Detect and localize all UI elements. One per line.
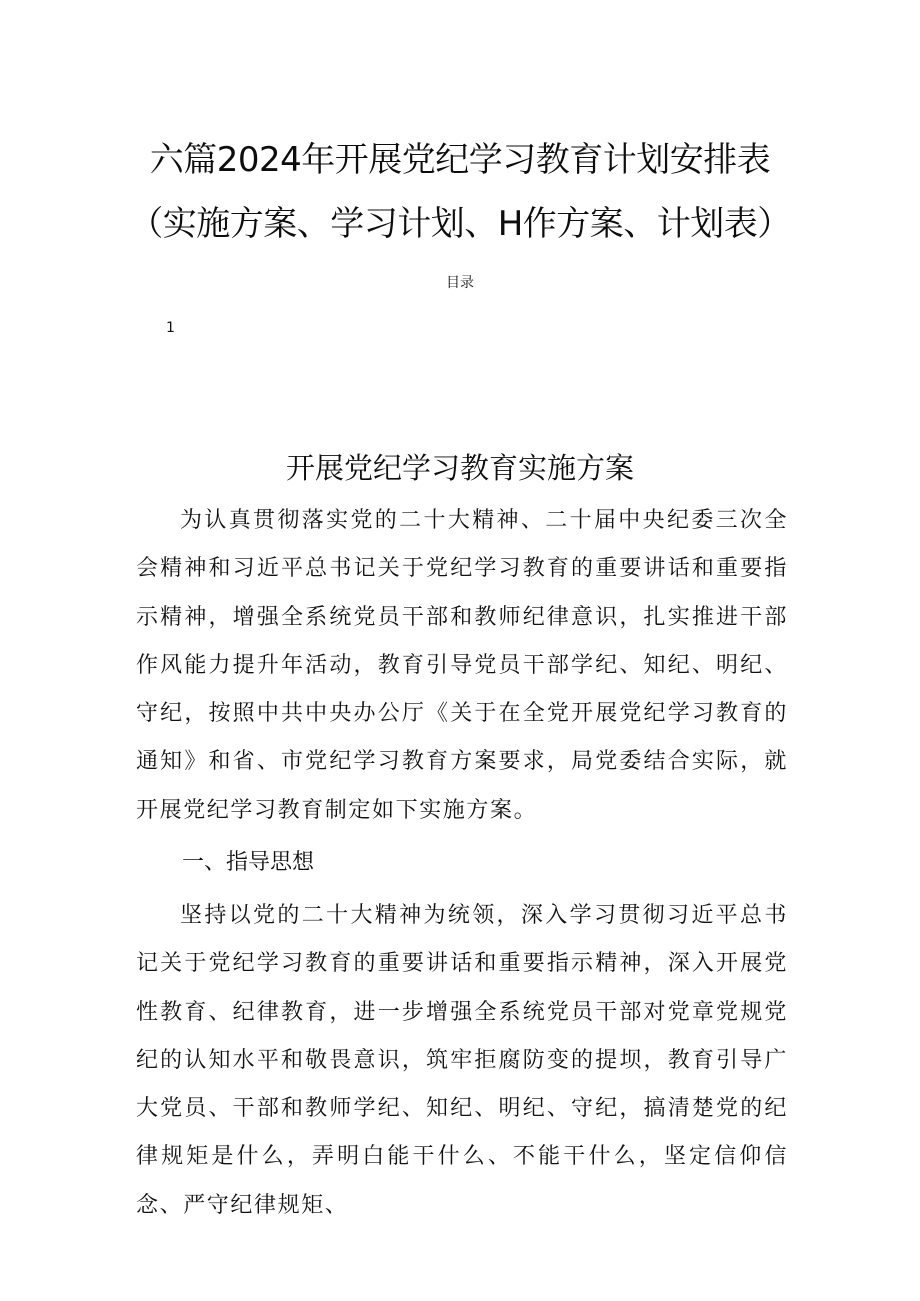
toc-entry-number: 1	[166, 320, 175, 336]
table-of-contents-label: 目录	[446, 275, 474, 291]
heading-guiding-ideology: 一、指导思想	[182, 850, 315, 875]
body-paragraph-guiding-ideology: 坚持以党的二十大精神为统领，深入学习贯彻习近平总书记关于党纪学习教育的重要讲话和重要指示精神，深入开展党性教育、纪律教育，进一步增强全系统党员干部对党章党规党纪的认知水平和敬畏意识，筑牢拒腐防变的提坝，教育引导广大党员、干部和教师学纪、知纪、明纪、守纪，搞清楚党的纪律规矩是什么，弄明白能干什么、不能干什么，坚定信仰信念、严守纪律规矩、	[136, 903, 788, 1218]
body-paragraph-intro: 为认真贯彻落实党的二十大精神、二十届中央纪委三次全会精神和习近平总书记关于党纪学习教育的重要讲话和重要指示精神，增强全系统党员干部和教师纪律意识，扎实推进干部作风能力提升年活动，教育引导党员干部学纪、知纪、明纪、守纪，按照中共中央办公厅《关于在全党开展党纪学习教育的通知》和省、市党纪学习教育方案要求，局党委结合实际，就开展党纪学习教育制定如下实施方案。	[136, 508, 788, 823]
document-title-line-1: 六篇2024年开展党纪学习教育计划安排表	[149, 140, 771, 180]
document-title-line-2: （实施方案、学习计划、H作方案、计划表）	[129, 204, 791, 244]
section-title: 开展党纪学习教育实施方案	[285, 451, 634, 485]
